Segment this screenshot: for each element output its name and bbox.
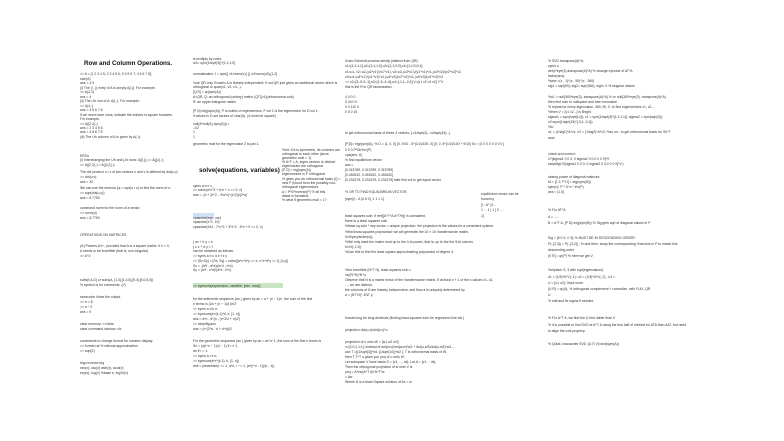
notes-column-1 (80, 0, 200, 441)
note-line: >> norm(u) (80, 211, 97, 215)
note-line: raising power of diagonal matrices (548, 175, 600, 179)
note-line: % Quick, inaccurate SVD: [U S V]=svd(sym(A)) (548, 342, 619, 346)
note-line: ans = 8.7750 (80, 196, 100, 200)
note-line: A = ...; (548, 215, 558, 219)
note-line: [P D] = eig(sym(A)) (282, 168, 311, 172)
note-line: vpa(ans, 6) (345, 153, 362, 157)
note-line: [I - Aᵀ |0... (481, 203, 496, 207)
note-line: (ii) The i-th row of A: A(i,:). For example, (80, 99, 140, 103)
note-line: >> solve(a*x^2 + b*x + c == 0, x) (193, 188, 243, 192)
note-line: Sig = [5 0 0; 0 3]; % MUST BE IN DESCENDING ORDER. (548, 236, 636, 240)
note-line: ans = a*n - d*(n - (n^2/2 + n)/2) (193, 317, 240, 321)
note-line: Let subspace V have basis S = {v1, ..., vk}. Let A = [v1 ... vk]. (345, 360, 437, 364)
note-line: ans = [1,0] (548, 190, 564, 194)
note-line: Where Â is a least Square solution of Ax = w (345, 380, 412, 384)
note-line: >> sqrt(2) (80, 349, 95, 353)
note-line: *use QR only if matrix A is linearly independent; If not QR just gives an additional vector which is (193, 81, 338, 85)
note-line: >> symsum(a+(k-1)*d, k, [1, n]) (193, 312, 240, 316)
note-line: 0 0 0 P*Dk*inv(P) (345, 148, 372, 152)
note-line: >> format rat % rational approximation (80, 344, 138, 348)
note-line: 0 0 110 0 (345, 105, 359, 109)
notes-column-4 (345, 0, 545, 441)
note-line: Gram Schmidt process strictly (distinct from QR): (345, 59, 419, 63)
note-line: v2=sym(1/sqrt(15)*[-3;1;-2;1]); (548, 120, 594, 124)
note-line: orthogonal to span(v1, v2, v3...). (193, 85, 242, 89)
note-line: = Aw (345, 375, 353, 379)
note-line: % what if geometric mult = 1? (282, 198, 327, 202)
notes-column-3 (282, 0, 342, 441)
note-line: (i) Interchanging the i-th and j-th rows: A([i,j],:) = A([j,i],:); (80, 158, 164, 162)
note-line: *If A^T = A, eigen-vectors to distinct (282, 160, 336, 164)
note-line: projection of u onto W = [w1 w2 w3] (345, 340, 399, 344)
note-line: 1 (193, 135, 195, 139)
note-line: >> simplify(ans (193, 322, 216, 326)
note-line: orthogonal to each other (since (282, 152, 329, 156)
note-line: sec(x), csc(x) asin(x), acot(x) (80, 366, 124, 370)
note-line: % gives you an orthonormal basis (Q = (282, 177, 341, 181)
note-line: Then the orthogonal projection of w onto V is (345, 365, 413, 369)
note-line: >> a = 5; (80, 300, 94, 304)
note-line: simplify(U*[sigma1 0 0 0; 0 sigma2 0 0;0 0 0 0]*V') (548, 162, 624, 166)
note-line: OPERATIONS ON MATRICES (80, 233, 127, 237)
note-line: %Use this to find the least square approximating polynomial of degree 4. (345, 250, 454, 254)
note-line: (i) The (i , j) entry of A is simply A(i,j). For example, (80, 86, 156, 90)
note-line: ans = 4 5 (80, 81, 95, 85)
note-line: (iii) The i-th column of A is given by A(:,i). (80, 135, 142, 139)
note-line: %U (548, 125, 554, 129)
note-line: inv(N'*N)*N'*y (345, 273, 366, 277)
note-line: v1=u1, v2=u2-(u2*v1')/(v1'*v1), v3=u3-(u3*v1')/(v1'*v1)*v1-(u3*v2)/(v2'*v2)*v2, (345, 70, 462, 74)
note-line: clear memory: >>clear (80, 322, 114, 326)
note-line: then T T^T u gives you proj of u onto W. (345, 355, 405, 359)
note-line: equilibrium vector can be (481, 192, 519, 196)
note-line: % it is possible to find SVD of A^T A using the first half of method for ATA then AAT, but need (548, 323, 687, 327)
note-line: proj = A*inv(A^T A)*A^T*w (345, 370, 385, 374)
note-line: ans = 4 5 6 7 8 (80, 130, 103, 134)
note-line: u1 = (1/sig1)*A*v1; u2 = (1/sig2)*A*v2; %so on.. to get orthonormal basis for Sk^T (548, 130, 671, 134)
note-line: check and correct: (548, 152, 576, 156)
note-line: the columns of N are linearly independent, and thus a is uniquely determined by (345, 288, 465, 292)
note-line: 0 44 0 0 (345, 100, 358, 104)
note-line: new P (found from the possibly non- (282, 181, 337, 185)
note-line: orthogonal eigenvectors. (282, 185, 320, 189)
note-line: [0.315789, 0.315789, 0.315789] (345, 168, 394, 172)
note-line: command norm for the norm of a vector: (80, 206, 141, 210)
note-line: >> dot(u,v) (80, 175, 97, 179)
note-line: >> [Sx,Sy] = [Sx, Sy] = solve([a*x+b*y == e, c*x+d*y == f], [x,y]) (193, 259, 288, 263)
note-line: If we need more rows, indicate the indices in square brackets. (80, 113, 173, 117)
note-line: B = A^T A; [P D]=eig(sym(B)) % Sig gets sqrt of diagonal values in P (548, 221, 651, 225)
note-line: %then V = [v1 v2...] is Bright. (548, 110, 592, 114)
note-line: ans = (345, 163, 354, 167)
note-line: use T =[(1/sqrt(3))*w1 (1/sqrt(10))*w2 ], T is orthonormal basis of W, (345, 350, 447, 354)
note-line: subs(f,A,D) or subs(A, [1,3],[1,4,5],[5,4],[5,0,5,0]) (80, 278, 154, 282)
note-line: For the geometric sequence {an } given by an = ar^n−1, the sum of the first n terms is (193, 339, 322, 343)
note-line: null(A*null(A) sym(A))) = (193, 122, 230, 126)
note-line: v=[2;0;1;1;1]; instead of dot(w,v)/dot(w,w)*w2 + dot(u,w2)/dot(u,w3)*w3,... (345, 345, 455, 349)
note-line: factor(ans); (548, 74, 566, 78)
note-line: [V R] = qr(P) % here we get V. (548, 254, 594, 258)
note-line: % edit and fix sigma if needed (548, 299, 594, 303)
note-line: 0 0 0 15 (345, 110, 358, 114)
note-line: sig1 = sqrt(90); sig2= sqrt(360); sig3= 0 % singular values (548, 84, 635, 88)
note-line: %find least squares polynomial: we will generate the 10 × 10 Vandermonde matrix. (345, 230, 470, 234)
note-line: %for invertible (N^T N), least squares soln = (345, 268, 412, 272)
note-line: >> syms a r k n; (193, 354, 218, 358)
note-line: For example, (80, 117, 100, 121)
note-line: Sn = (a(r^n − 1)/(r − 1) if r ≠ 1, (193, 344, 239, 348)
note-line: found by (481, 197, 495, 201)
note-line: U (548, 293, 551, 297)
note-line: eigenvectors in P orthogonal (282, 172, 325, 176)
note-line: eigenvalues are orthogonal (282, 164, 323, 168)
note-line: vpasolve(x04 - 7*x^3 + 3*x^2 - 5*x + 9 == 0, x) (193, 225, 263, 229)
note-line: syms x; (548, 64, 560, 68)
section-title-solve: solve(equations, variables) (199, 167, 280, 174)
notes-column-5 (548, 0, 780, 441)
note-line: commands to change format for numeric display: (80, 339, 154, 343)
note-line: 1 ... 1 | 1 ] 0 ... (481, 208, 503, 212)
note-line: >> A(2,3) (80, 90, 94, 94)
note-line: exp(x), log(x) %base e, log10(x) (80, 371, 129, 375)
note-line: 4 0 0 0 (345, 95, 356, 99)
note-line: ans = piecewise(r == 1, a*n, r ~= 1, (a*(r^n - 1))/(r - 1)) (193, 364, 275, 368)
note-line: v4=u4-(u4*v1')/(v1'*v1)*v1-(u4*v2)/(v2'*v2)*v2-(u4*v3)/(v3'*v3)*v3 (345, 75, 443, 79)
note-line: ( c x + d y = f (193, 245, 213, 249)
note-line: is multiply by roots: (193, 57, 222, 61)
note-line: N=N(:,1:5); (345, 245, 362, 249)
note-line: a = (NT N)^-1NT y. (345, 293, 374, 297)
note-line: geometric mult for the eigenvalue 2 is just 1. (193, 142, 260, 146)
note-line: [sym(I) - A [0.5 0]; 1 1 1 1] (345, 197, 384, 201)
note-line: >> A(4,:) (80, 104, 94, 108)
note-line: %ans =(x - 1)*(x - 90)*(x - 360) (548, 79, 595, 83)
note-line: >> A([2,4],:) (80, 122, 98, 126)
note-line: >> A^2 (80, 254, 91, 258)
note-line: Sx = -(b*f - d*e)/(a*d - b*c) (193, 264, 233, 268)
note-line: format long for long decimals (finding least squares soln for regression line etc.) (345, 316, 465, 320)
note-line: A=QR, Q: an orthogonal (unitary) matrix (QTQ=I)(orthonormal cols) (193, 95, 294, 99)
note-line: %replace S, 3 with sqrt(eigenvalues) (548, 268, 604, 272)
note-line: n terms is (2a + (n − 1)d )n/2: (193, 302, 237, 306)
note-line: ana! (548, 136, 555, 140)
note-line: 1] (481, 214, 484, 218)
note-line: det(x*eye(3)-transpose(A)*A) % change eycolue of AT*A (548, 69, 633, 73)
note-line: *hint: If A is symmetric, its columns are (282, 148, 340, 152)
note-line: syms a b c x_ (193, 184, 214, 188)
note-line: descending order (548, 248, 575, 252)
note-line: U*[sigma1 0 0 0; 0 sigma2 0 0;0 0 0 0]*V' (548, 157, 610, 161)
note-line: %u1 = null(360*eye(3)- transpose(A)*A) % or null(360*eye(3)- transpose(A)*A) (548, 95, 666, 99)
note-line: if values in D are factors of char(A). (A must be square) (193, 114, 276, 118)
note-line: >> symsum(a*r^(k-1), k, [1, n]) (193, 359, 239, 363)
note-line: >> syms a b c d e f x y (193, 254, 227, 258)
note-line: A = P*D*inverse(P) % all this (282, 190, 326, 194)
note-line: 1 (193, 130, 195, 134)
note-line: % find equilibrium vector (345, 158, 382, 162)
note-line: EROs (80, 154, 90, 158)
note-line: >> sqrt(dot(u,u)) (80, 191, 105, 195)
note-line: >> A([2,3],:) = A([3,2],:); (80, 163, 116, 167)
note-line: this is the R in QR factorization. (345, 85, 393, 89)
note-line: % For AT*A (548, 208, 566, 212)
note-line: U = [u1 u2]; %put more (548, 281, 583, 285)
note-line: >> a ^ 2 (80, 305, 93, 309)
note-line: sym(n); P * D^n * inv(P) (548, 185, 584, 189)
note-line: [P,D]= eig(sym(A)), % D = [1, 0, 0] [0, 9/10 - 5^(1/2)/100, 0] [0, 0, 5^(1/2)/100 + 9/10] Sx = [1 0 0 0 0 0 0 0 ] (345, 142, 505, 146)
note-line: ans = (n*(2*a - d + d*n))/2 (193, 327, 232, 331)
note-line: normalization: f = sym([ v1/norm(v1) ]) u3/norm(u3),[1,2] (193, 72, 278, 76)
note-line: [Q R] = qr(sym(A)) (193, 90, 221, 94)
note-line: ans = -(b + (b^2 - 4*a*c)^(1/2))/(2*a) (193, 193, 248, 197)
note-line: v1=[1;1;1;1],u2=[1;1;1;0],u3=[1;1;0;0],v4=[1;1;0;0;1]; (345, 64, 424, 68)
note-line: >> syms a d k n; (193, 307, 218, 311)
note-line: for the arithmetic sequence {an } given by an = a + (n − 1)d , the sum of the first (193, 297, 313, 301)
note-line: The dot product u • v of two vectors u and v is defined by dot(u,v) (80, 170, 178, 174)
note-line: ans = 32 (80, 180, 94, 184)
note-line: to get orthonormal basis of these 4 vectors, {.v1/sqrt(4)...v4/sqrt(44)...} (345, 131, 451, 135)
note-line: ans = 4 (80, 95, 92, 99)
note-line: can be obtained as follows. (193, 249, 234, 253)
note-line: R: an upper triangular matrix. (193, 100, 237, 104)
note-line: >> A = [1 2 3 4 5; 2 3 4 5 6; 3 4 5 6 7; 4 5 6 7 8]; (80, 72, 152, 76)
note-line: Sy = (a*f - c*e)/(a*d - b*c) (193, 268, 232, 272)
note-line: We can use the formula |u| = sqrt(u • u) to find the norm of u: (80, 186, 171, 190)
note-line: trigo inverse trig (80, 361, 105, 365)
note-line: vpasolve(x^2, 10) (193, 220, 220, 224)
note-line: sigma1 = sym(sqrt(14)); v1 = sym(1/sqrt(3)*[1;1;1;1]); sigma2 = sym(sqrt(3)); (548, 115, 663, 119)
note-line: size(A) (80, 77, 91, 81)
note-line: [U R] = qr(U); % orthogonal complement + normalize, with FULL QR (548, 287, 651, 291)
note-line: Observe that N is a matrix minor of the Vandermonde matrix. If at least n + 1 of the x-values x1, x2, (345, 278, 494, 282)
note-line: ( ax + b y = e (193, 240, 213, 244)
note-line: M = [1 2; P D] = eig(sym(M)) (548, 180, 591, 184)
symsum-syntax-line: >> symsum(expression, variable, [min, max]) (193, 284, 261, 288)
note-line: >> v2=[3;-5;3;-1];u3=[1;3;-4;-6];u4=[-1;1;-2;2];V=[v1 v2 v3 v4] Y"V (345, 80, 444, 84)
note-line: then find soln to nullspace and then normalize (548, 100, 617, 104)
note-line: there is a least squares soln (345, 219, 388, 223)
note-line: N=flipir(vander(x)); (345, 235, 374, 239)
note-line: [0.452632, 0.452632, 0.452632] (345, 173, 394, 177)
note-line: [P D]=eig(sym(A)), P is matrix of eigenvectors, P col 1 is the eigenvector for D col 1; (193, 109, 319, 113)
note-line: ans = 8.7750 (80, 216, 100, 220)
note-line: geometric mult = 1). (282, 156, 313, 160)
note-line: % repeat for every eigenvalue, 360, 90, 0. to find eigenvectors v1, v2.... (548, 105, 656, 109)
section-title-row-column-operations: Row and Column Operations. (84, 60, 173, 67)
note-line: ans = 2 3 4 5 6 (80, 126, 103, 130)
note-line: ..., xm are distinct, (345, 283, 373, 287)
note-line: % SVD transpose(A)*A; (548, 59, 584, 63)
note-line: P(:,[2,3]) = P(:,[3,2]) ; % and then, swap the corresponding %vectors in P to match this (548, 242, 678, 246)
note-line: -1/2 (193, 126, 199, 130)
note-line: % symbol is for comments. (//) (80, 283, 126, 287)
note-line: vpasolve(eqn, var) (193, 216, 221, 220)
note-line: u1 = (1/5)*A*V(:,1); u2 = (1/3)*A*V(:,2) , u3 = (548, 275, 615, 279)
note-line: % For A^T A, we find the U first rather than V (548, 316, 616, 320)
note-line: clear command window: clc (80, 327, 122, 331)
note-line: [0.231579, 0.231579, 0.231579] take first col to get equal vector (345, 178, 441, 182)
note-line: ans = 9 (80, 310, 92, 314)
note-line: w3= sym(1/sqrt(3))*[1;1;1;0] (193, 61, 235, 65)
note-line: to align the cols properly. (548, 329, 586, 333)
note-line: an if r = 1. (193, 349, 209, 353)
note-line: %We only want the matrix mod up to the 4-th power, that is, up to the the 5-th column. (345, 240, 474, 244)
note-line: A needs to be invertible (that is, non-singular). (80, 249, 149, 253)
note-line: %least sq soln * any vector = unique projection. the projection is the values for a consistent system. (345, 224, 494, 228)
note-line: % OR TO FIND EQUILIBRIUM VECTOR, (345, 190, 408, 194)
note-line: (ix) Powers A^n , provided that A is a square matrix. If n < 0, (80, 244, 170, 248)
note-line: least squares soln: if rref([A^T*A A^T*b]) is consistent, (345, 214, 426, 218)
note-line: diada is formative. (282, 194, 310, 198)
note-line: projection dot(u,v)/dot(v,v)*v; (345, 328, 389, 332)
note-line: semicolon hides the output (80, 295, 121, 299)
note-line: ans = 4 5 6 7 8 (80, 108, 103, 112)
